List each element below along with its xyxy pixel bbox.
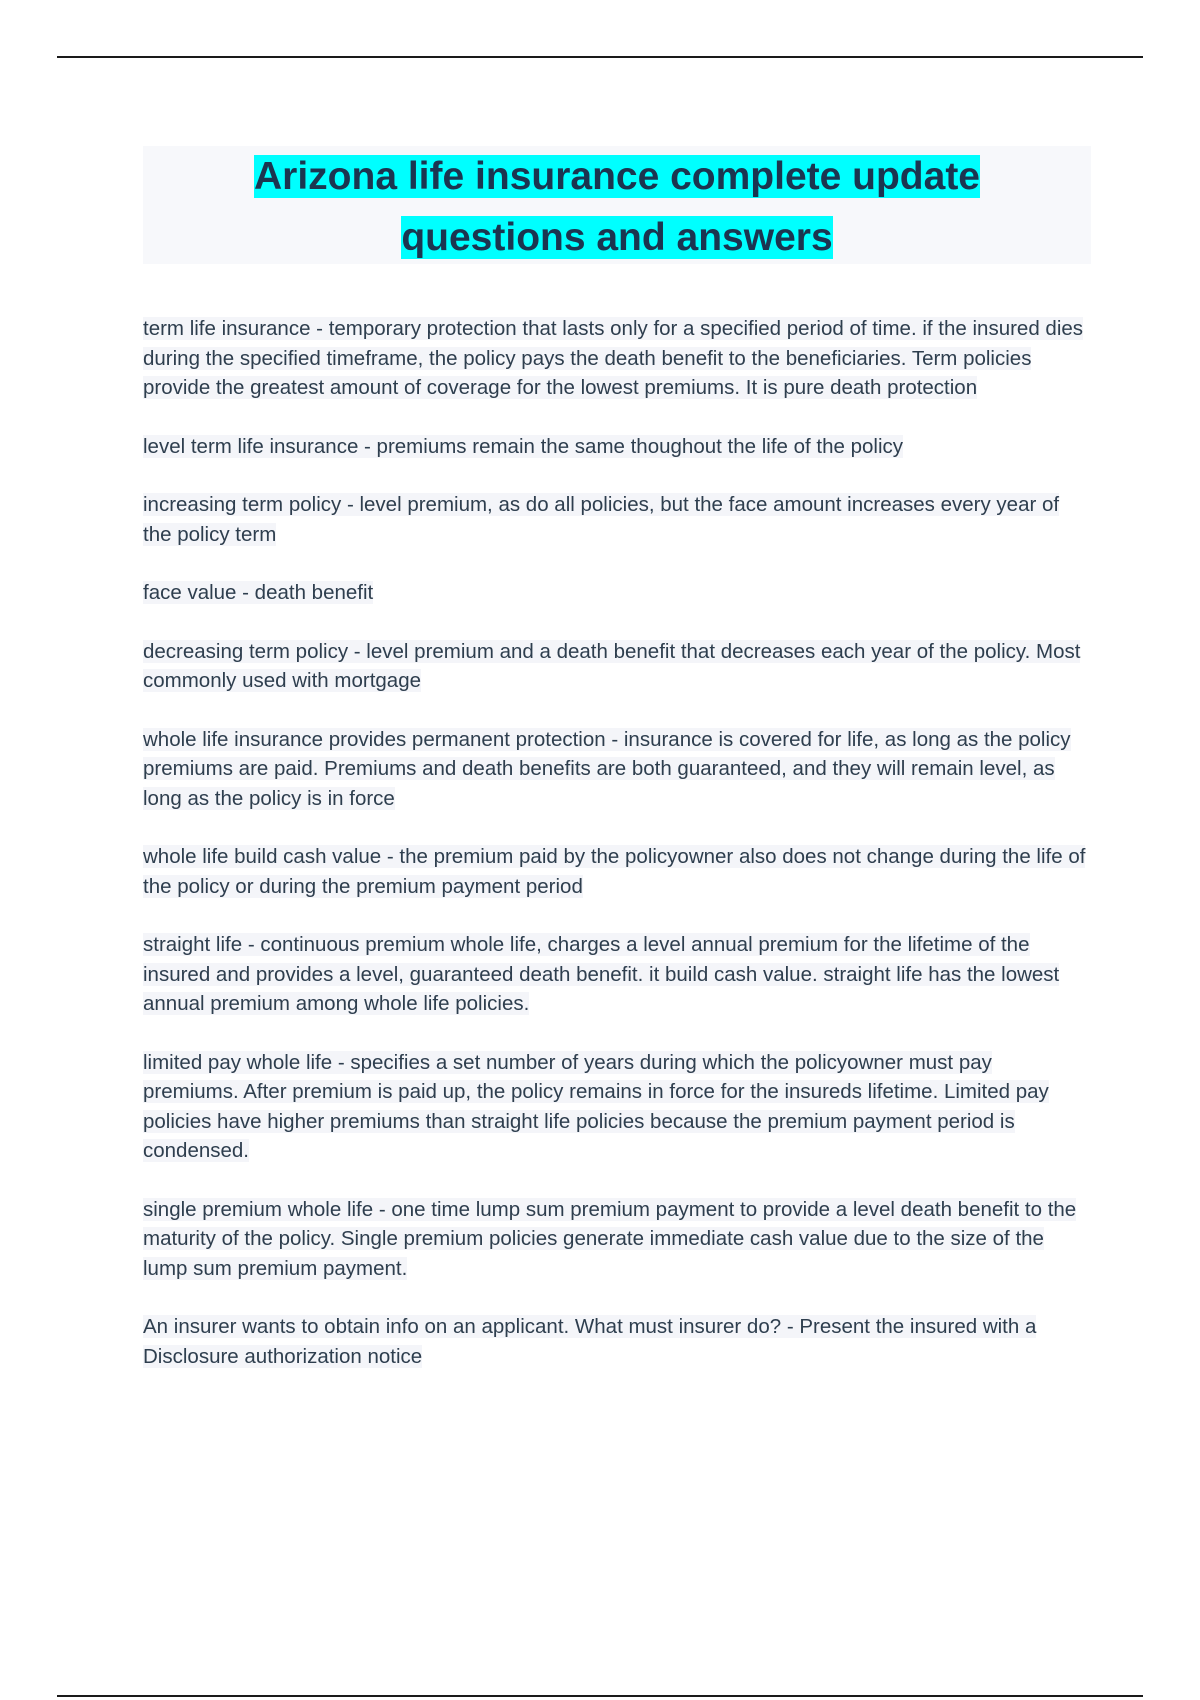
qa-entry-text: face value - death benefit [143,581,374,604]
qa-entry-text: whole life insurance provides permanent protection - insurance is covered for life, as long as the policy premiums are paid. Premiums and death benefits are both guaranteed, and they will remain level, as long as the policy is in force [143,727,1071,810]
qa-entry-text: limited pay whole life - specifies a set number of years during which the policyowner must pay premiums. After premium is paid up, the policy remains in force for the insureds lifetime. Limited pay policies have higher premiums than straight life policies because the premium payment period is condensed. [143,1050,1049,1162]
qa-entry [143,1195,1088,1284]
qa-list [143,314,1088,1400]
qa-entry [143,842,1088,901]
qa-entry [143,314,1088,403]
qa-entry [143,930,1088,1019]
document-title: Arizona life insurance complete update questions and answers [254,155,980,259]
title-block [143,146,1091,264]
qa-entry-text: term life insurance - temporary protection that lasts only for a specified period of time. if the insured dies during the specified timeframe, the policy pays the death benefit to the beneficiaries. Term policies provide the greatest amount of coverage for the lowest premiums. It is pure death protection [143,317,1084,399]
qa-entry-text: decreasing term policy - level premium and a death benefit that decreases each year of the policy. Most commonly used with mortgage [143,639,1081,692]
top-rule [57,56,1143,58]
bottom-rule [57,1695,1143,1697]
qa-entry-text: An insurer wants to obtain info on an applicant. What must insurer do? - Present the insured with a Disclosure authorization notice [143,1315,1037,1368]
qa-entry-text: straight life - continuous premium whole life, charges a level annual premium for the lifetime of the insured and provides a level, guaranteed death benefit. it build cash value. straight life has the lowest annual premium among whole life policies. [143,933,1060,1015]
qa-entry [143,432,1088,462]
qa-entry-text: increasing term policy - level premium, as do all policies, but the face amount increases every year of the policy term [143,493,1060,546]
qa-entry [143,490,1088,549]
qa-entry [143,637,1088,696]
qa-entry [143,578,1088,608]
qa-entry [143,1312,1088,1371]
qa-entry [143,725,1088,814]
qa-entry [143,1048,1088,1166]
qa-entry-text: level term life insurance - premiums remain the same thoughout the life of the policy [143,434,904,458]
qa-entry-text: whole life build cash value - the premium paid by the policyowner also does not change during the life of the policy or during the premium payment period [143,845,1086,898]
qa-entry-text: single premium whole life - one time lump sum premium payment to provide a level death benefit to the maturity of the policy. Single premium policies generate immediate cash value due to the size of the lump sum premium payment. [143,1197,1077,1280]
